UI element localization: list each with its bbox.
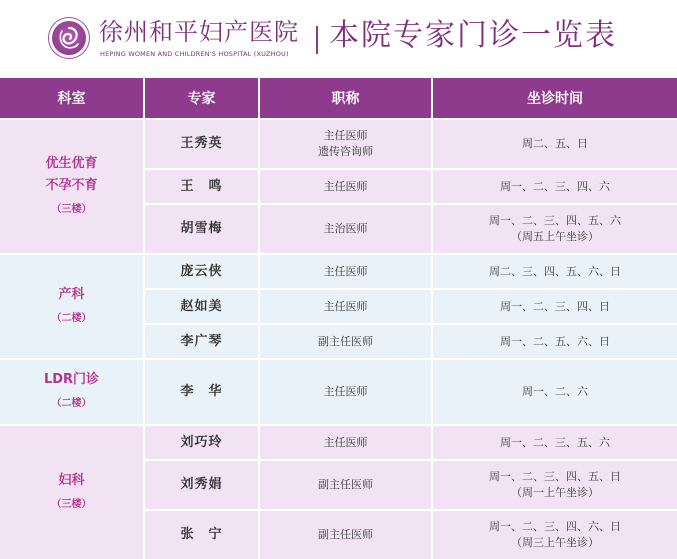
department-name: 优生优育 xyxy=(45,155,98,171)
department-floor: （二楼） xyxy=(51,398,92,409)
doctor-title-cell xyxy=(260,360,431,424)
doctor-name-cell xyxy=(145,170,258,203)
doctor-name-cell xyxy=(145,325,258,358)
department-cell xyxy=(0,120,143,253)
doctor-name-cell xyxy=(145,120,258,168)
doctor-name: 刘巧玲 xyxy=(180,434,223,450)
doctor-name-cell xyxy=(145,461,258,509)
consult-time: 周一、二、三、四、五、日 xyxy=(489,470,621,483)
department-cell xyxy=(0,360,143,424)
doctor-title: 主治医师 xyxy=(323,222,368,235)
doctor-title: 副主任医师 xyxy=(318,528,373,541)
doctor-name-cell xyxy=(145,205,258,253)
consult-time-cell xyxy=(433,255,677,288)
doctor-title: 主任医师 xyxy=(323,179,368,193)
doctor-title-cell xyxy=(260,170,431,203)
page-title: 本院专家门诊一览表 xyxy=(329,18,617,53)
hospital-name-en: HEPING WOMEN AND CHILDREN'S HOSPITAL (XUZHOU) xyxy=(100,50,289,58)
consult-time-cell xyxy=(433,290,677,323)
schedule-table xyxy=(0,78,677,549)
department-name: LDR门诊 xyxy=(43,372,100,387)
consult-time: 周一、二、三、四、六、日 xyxy=(489,520,621,533)
doctor-name: 赵如美 xyxy=(180,298,223,314)
doctor-title: 副主任医师 xyxy=(318,334,373,348)
column-header-schedule: 坐诊时间 xyxy=(433,78,677,118)
consult-time: 周一、二、三、五、六 xyxy=(500,435,610,449)
doctor-title: 主任医师 xyxy=(323,385,368,398)
hospital-name-cn: 徐州和平妇产医院 xyxy=(99,18,299,46)
consult-time-cell xyxy=(433,360,677,424)
column-header-doctor: 专家 xyxy=(145,78,258,118)
consult-time: 周一、二、六 xyxy=(522,385,588,398)
consult-time-cell xyxy=(433,325,677,358)
doctor-title-cell xyxy=(260,426,431,459)
consult-time: 周二、五、日 xyxy=(522,137,588,150)
doctor-name: 刘秀娟 xyxy=(180,477,223,492)
doctor-name: 李 华 xyxy=(180,384,223,399)
consult-time-cell xyxy=(433,120,677,168)
column-header-department: 科室 xyxy=(0,78,143,118)
consult-time: （周三上午坐诊） xyxy=(511,536,599,549)
consult-time: 周一、二、三、四、六 xyxy=(500,179,610,193)
doctor-title-cell xyxy=(260,290,431,323)
consult-time: 周一、二、三、四、日 xyxy=(500,299,610,313)
page-header xyxy=(0,0,677,78)
doctor-name: 庞云侠 xyxy=(180,263,223,279)
department-cell xyxy=(0,255,143,358)
doctor-name: 张 宁 xyxy=(180,527,223,542)
consult-time: 周一、二、三、四、五、六 xyxy=(489,214,621,227)
consult-time-cell xyxy=(433,511,677,559)
doctor-title: 主任医师 xyxy=(323,129,368,142)
title-divider xyxy=(316,26,318,54)
flower-logo-icon xyxy=(49,18,89,58)
consult-time-cell xyxy=(433,461,677,509)
doctor-title-cell xyxy=(260,255,431,288)
doctor-title-cell xyxy=(260,120,431,168)
doctor-name: 王秀英 xyxy=(180,136,223,151)
department-cell xyxy=(0,426,143,559)
doctor-title: 遗传咨询师 xyxy=(318,145,373,158)
department-floor: （二楼） xyxy=(51,312,92,324)
doctor-name: 胡雪梅 xyxy=(180,221,223,236)
consult-time: （周一上午坐诊） xyxy=(511,486,599,499)
consult-time: （周五上午坐诊） xyxy=(511,230,599,243)
doctor-name-cell xyxy=(145,511,258,559)
doctor-title: 主任医师 xyxy=(323,299,368,313)
doctor-name-cell xyxy=(145,290,258,323)
doctor-name-cell xyxy=(145,255,258,288)
doctor-name-cell xyxy=(145,360,258,424)
doctor-title-cell xyxy=(260,325,431,358)
department-name: 产科 xyxy=(58,286,85,302)
doctor-name-cell xyxy=(145,426,258,459)
doctor-title: 主任医师 xyxy=(323,264,368,278)
department-floor: （三楼） xyxy=(51,498,92,510)
consult-time-cell xyxy=(433,205,677,253)
doctor-name: 李广琴 xyxy=(180,333,223,349)
doctor-title: 主任医师 xyxy=(323,435,368,449)
doctor-name: 王 鸣 xyxy=(180,178,223,194)
department-name: 妇科 xyxy=(58,472,85,488)
doctor-title-cell xyxy=(260,461,431,509)
doctor-title-cell xyxy=(260,511,431,559)
doctor-title-cell xyxy=(260,205,431,253)
consult-time-cell xyxy=(433,170,677,203)
doctor-title: 副主任医师 xyxy=(318,478,373,491)
department-floor: （三楼） xyxy=(51,203,92,215)
consult-time: 周二、三、四、五、六、日 xyxy=(489,264,621,278)
department-name: 不孕不育 xyxy=(45,177,98,193)
consult-time-cell xyxy=(433,426,677,459)
column-header-title: 职称 xyxy=(260,78,431,118)
consult-time: 周一、二、五、六、日 xyxy=(500,334,610,348)
